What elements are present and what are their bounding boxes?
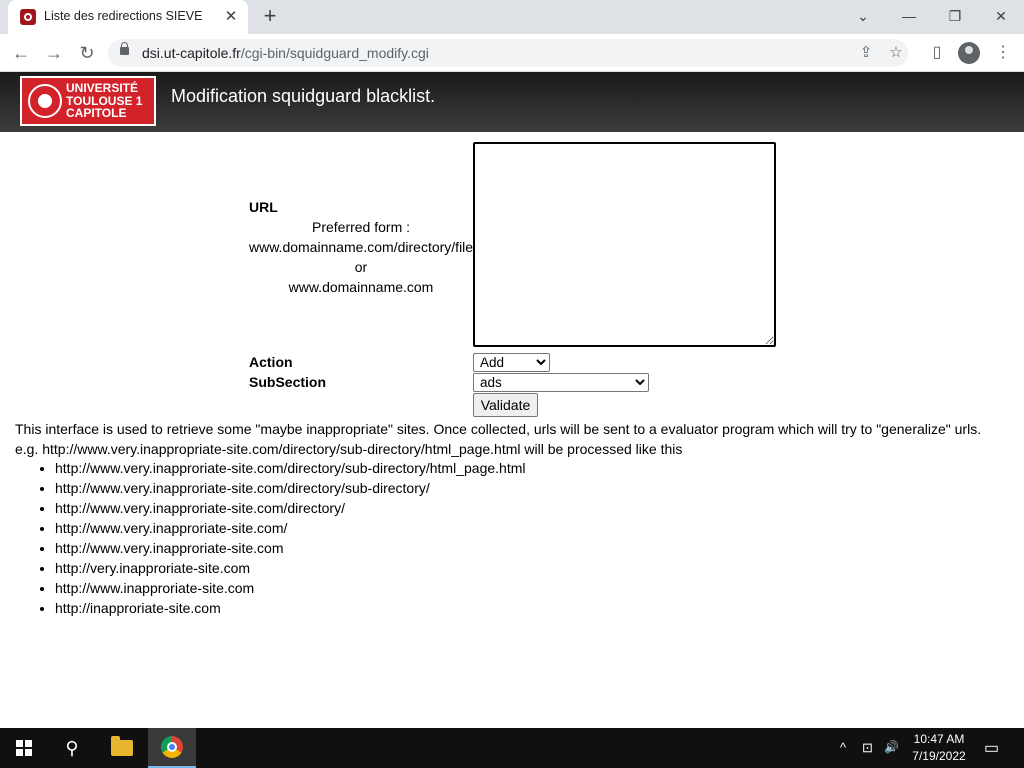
browser-tab[interactable] bbox=[8, 0, 248, 34]
file-explorer-button[interactable] bbox=[98, 728, 146, 768]
browser-toolbar bbox=[0, 34, 1024, 72]
profile-avatar-icon[interactable] bbox=[958, 42, 980, 64]
folder-icon bbox=[111, 740, 133, 756]
site-favicon-icon bbox=[20, 9, 36, 25]
clock-time: 10:47 AM bbox=[913, 732, 965, 746]
forward-button[interactable]: → bbox=[45, 43, 63, 63]
list-item: • http://very.inapproriate-site.com bbox=[55, 558, 525, 578]
subsection-select[interactable] bbox=[473, 373, 649, 392]
preferred-example-1: www.domainname.com/directory/file bbox=[249, 239, 474, 255]
action-select[interactable] bbox=[473, 353, 550, 372]
list-item: • http://www.very.inapproriate-site.com/directory/ bbox=[55, 498, 525, 518]
clock[interactable] bbox=[905, 731, 973, 765]
info-text bbox=[15, 419, 981, 459]
lock-icon[interactable] bbox=[120, 47, 129, 55]
share-icon[interactable]: ⇪ bbox=[859, 44, 873, 61]
chrome-icon bbox=[161, 736, 183, 758]
site-header bbox=[0, 72, 1024, 132]
list-item: • http://www.very.inapproriate-site.com/directory/sub-directory/ bbox=[55, 478, 525, 498]
page-title: Modification squidguard blacklist. bbox=[171, 86, 436, 106]
close-tab-icon[interactable]: ✕ bbox=[224, 8, 238, 25]
clock-date: 7/19/2022 bbox=[912, 749, 966, 763]
url-label: URL bbox=[249, 199, 278, 215]
windows-logo-icon bbox=[16, 740, 32, 756]
url-text[interactable]: dsi.ut-capitole.fr/cgi-bin/squidguard_modify.cgi bbox=[142, 45, 429, 61]
reload-button[interactable]: ↻ bbox=[79, 43, 95, 63]
list-item: • http://inapproriate-site.com bbox=[55, 598, 525, 618]
validate-button[interactable]: Validate bbox=[473, 393, 538, 417]
minimize-button[interactable]: — bbox=[902, 8, 916, 24]
search-icon[interactable]: ⚲ bbox=[65, 737, 79, 758]
list-item: • http://www.inapproriate-site.com bbox=[55, 578, 525, 598]
subsection-label: SubSection bbox=[249, 374, 327, 390]
tab-strip bbox=[0, 0, 1024, 34]
list-item: • http://www.very.inapproriate-site.com/ bbox=[55, 518, 525, 538]
notification-icon[interactable]: ▭ bbox=[984, 740, 1000, 757]
tray-chevron-icon[interactable]: ^ bbox=[840, 740, 847, 755]
tab-title: Liste des redirections SIEVE bbox=[44, 9, 203, 23]
side-panel-icon[interactable]: ▯ bbox=[932, 44, 942, 61]
list-item: • http://www.very.inapproriate-site.com/directory/sub-directory/html_page.html bbox=[55, 458, 525, 478]
restore-button[interactable]: ❐ bbox=[948, 8, 962, 24]
preferred-form-text: Preferred form : bbox=[311, 219, 411, 235]
list-item: • http://www.very.inapproriate-site.com bbox=[55, 538, 525, 558]
chrome-taskbar-button[interactable] bbox=[148, 728, 196, 768]
volume-icon[interactable]: 🔊 bbox=[884, 740, 899, 754]
logo-text: UNIVERSITÉ TOULOUSE 1 CAPITOLE bbox=[66, 81, 143, 120]
new-tab-button[interactable]: + bbox=[263, 3, 277, 28]
university-logo[interactable] bbox=[20, 76, 156, 126]
tab-search-icon[interactable]: ⌄ bbox=[857, 8, 869, 24]
action-label: Action bbox=[249, 354, 293, 370]
close-window-button[interactable]: ✕ bbox=[995, 8, 1007, 24]
taskbar bbox=[0, 728, 1024, 768]
url-textarea[interactable] bbox=[473, 142, 776, 347]
start-button[interactable] bbox=[0, 728, 48, 768]
address-bar[interactable] bbox=[108, 39, 908, 67]
network-icon[interactable]: ⊡ bbox=[862, 740, 873, 755]
seal-icon bbox=[28, 84, 62, 118]
preferred-example-2: www.domainname.com bbox=[288, 279, 434, 295]
info-line-2: e.g. http://www.very.inappropriate-site.com/directory/sub-directory/html_page.html will be processed like this bbox=[15, 441, 683, 457]
bookmark-star-icon[interactable]: ☆ bbox=[889, 44, 903, 61]
back-button[interactable]: ← bbox=[12, 43, 30, 63]
or-text: or bbox=[354, 259, 368, 275]
info-line-1: This interface is used to retrieve some "maybe inappropriate" sites. Once collected, urls will be sent to a evaluator program which will try to "generalize" urls. bbox=[15, 421, 982, 437]
example-url-list bbox=[15, 458, 525, 618]
menu-icon[interactable]: ⋮ bbox=[995, 44, 1011, 61]
